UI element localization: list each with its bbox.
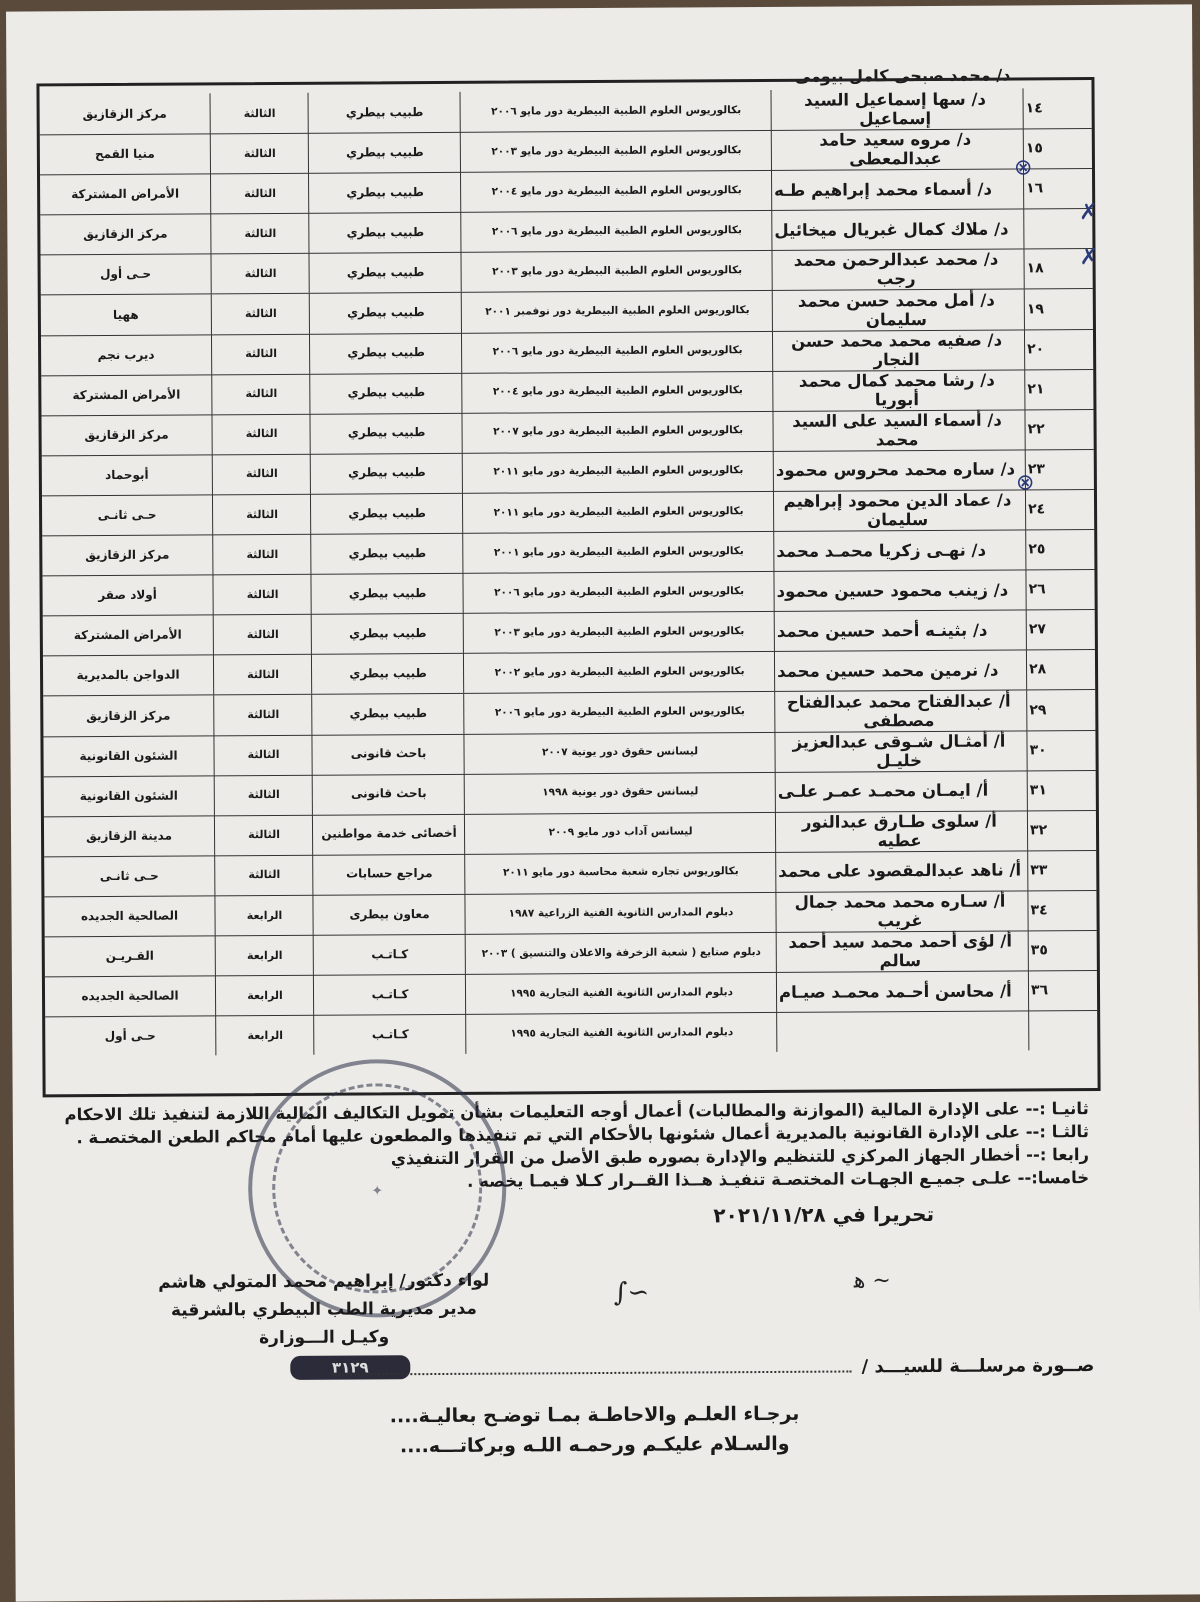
qualification-cell: دبلوم المدارس الثانوية الفنية التجارية ١٩٩٥ (467, 1012, 777, 1054)
qualification-cell: بكالوريوس العلوم الطبية البيطرية دور مايو ٢٠٠٧ (463, 411, 773, 453)
row-number-cell: ١٦ (1026, 180, 1044, 197)
employee-name-cell: أ/ محاسن أحـمد محمـد صيـام (779, 971, 1029, 1013)
department-cell: ديرب نجم (41, 334, 212, 375)
qualification-cell: بكالوريوس العلوم الطبية البيطرية دور مايو ٢٠٠٢ (465, 651, 775, 693)
grade-cell: الثالثة (215, 614, 312, 655)
job-title-cell: طبيب بيطري (313, 613, 464, 654)
grade-cell: الثالثة (213, 414, 310, 455)
department-cell: حـى ثانـى (42, 494, 213, 535)
department-cell: حـى أول (45, 1016, 216, 1057)
qualification-cell: بكالوريوس العلوم الطبية البيطرية دور مايو ٢٠٠٣ (462, 130, 772, 172)
employee-name-cell: أ/ ايمـان محمـد عمـر علـى (778, 770, 1028, 812)
qualification-cell: ليسانس آداب دور مايو ٢٠٠٩ (466, 812, 776, 854)
department-cell: أولاد صقر (42, 575, 213, 616)
employee-name-cell: د/ صفيه محمد محمد حسن النجار (775, 329, 1025, 371)
department-cell: مركز الزقازيق (41, 414, 212, 455)
row-number-cell: ٣٣ (1030, 862, 1048, 879)
qualification-cell: بكالوريوس العلوم الطبية البيطرية دور مايو ٢٠٠١ (464, 531, 774, 573)
employee-name-cell: د/ ملاك كمال غبريال ميخائيل (774, 209, 1024, 251)
department-cell: أبوحماد (42, 454, 213, 495)
department-cell: مدينة الزقازيق (44, 815, 215, 856)
row-number-cell: ٢١ (1027, 380, 1045, 398)
qualification-cell: بكالوريوس العلوم الطبية البيطرية دور مايو ٢٠١١ (464, 451, 774, 493)
x-mark-icon: ✗ (1079, 199, 1098, 226)
row-number-cell: ٢٨ (1029, 661, 1047, 678)
qualification-cell: ليسانس حقوق دور يونية ١٩٩٨ (466, 772, 776, 814)
grade-cell: الثالثة (212, 133, 309, 174)
job-title-cell: طبيب بيطري (311, 292, 462, 333)
grade-cell: الرابعة (217, 1015, 314, 1056)
row-number-cell (1031, 1010, 1097, 1050)
document-page (6, 4, 1200, 1601)
qualification-cell: بكالوريوس العلوم الطبية البيطرية دور مايو ٢٠٠٤ (462, 170, 772, 212)
job-title-cell: طبيب بيطري (310, 92, 461, 133)
cross-mark-icon: ⊗ (1015, 470, 1035, 496)
closing-line-2: والسـلام عليكـم ورحمـه اللـه وبركاتـــه.... (399, 1432, 790, 1458)
footer-second-clause: ثانيـا :-- على الإدارة المالية (الموازنة والمطالبات) أعمال أوجه التعليمات بشأن تمويل التكاليف المالية اللازمة لتنفيذ تلك الاحكام (64, 1099, 1089, 1125)
job-title-cell: طبيب بيطري (311, 332, 462, 373)
qualification-cell: بكالوريوس العلوم الطبية البيطرية دور مايو ٢٠٠٣ (465, 611, 775, 653)
qualification-cell: بكالوريوس العلوم الطبية البيطرية دور مايو ٢٠٠٦ (464, 571, 774, 613)
grade-cell: الثالثة (212, 93, 309, 134)
qualification-cell: بكالوريوس تجاره شعبة محاسبة دور مايو ٢٠١١ (466, 852, 776, 894)
job-title-cell: طبيب بيطري (311, 373, 462, 414)
department-cell: مركز الزقازيق (43, 695, 214, 736)
qualification-cell: دبلوم المدارس الثانوية الفنية الزراعية ١٩٨٧ (466, 892, 776, 934)
grade-cell: الثالثة (214, 454, 311, 495)
qualification-cell: ليسانس حقوق دور يونية ٢٠٠٧ (465, 732, 775, 774)
top-row-name: د/ محمد صبحى كامل بيومى (794, 65, 1011, 86)
qualification-cell: بكالوريوس العلوم الطبية البيطرية دور مايو ٢٠٠٤ (463, 371, 773, 413)
job-title-cell: مراجع حسابات (314, 854, 465, 895)
employees-table (36, 77, 1100, 1097)
row-number-cell: ٣٢ (1029, 822, 1048, 839)
signer-rank: وكيـل الـــوزارة (259, 1327, 390, 1349)
job-title-cell: طبيب بيطري (312, 453, 463, 494)
job-title-cell: كـاتـب (315, 934, 466, 975)
job-title-cell: طبيب بيطري (310, 252, 461, 293)
grade-cell: الرابعة (217, 935, 314, 976)
department-cell: الأمراض المشتركة (41, 374, 212, 415)
qualification-cell: بكالوريوس العلوم الطبية البيطرية دور مايو ٢٠٠٦ (462, 210, 772, 252)
job-title-cell: باحث قانونى (313, 733, 464, 774)
employee-name-cell: د/ رشا محمد كمال محمد أبوريا (775, 369, 1025, 411)
department-cell: ههيا (41, 294, 212, 335)
department-cell: الصالحية الجديده (44, 895, 215, 936)
job-title-cell: طبيب بيطري (312, 493, 463, 534)
employee-name-cell: د/ نرمين محمد حسين محمد (777, 650, 1027, 692)
row-number-cell: ٢٦ (1028, 581, 1046, 598)
initials-scribble: ﻫ ~ (853, 1268, 891, 1294)
qualification-cell: بكالوريوس العلوم الطبية البيطرية دور نوفمبر ٢٠٠١ (463, 290, 773, 332)
employee-name-cell: د/ عماد الدين محمود إبراهيم سليمان (776, 489, 1026, 531)
grade-cell: الثالثة (214, 494, 311, 535)
employee-name-cell: أ/ لؤى أحمد محمد سيد أحمد سالم (779, 930, 1029, 972)
employee-name-cell: د/ زينب محمود حسين محمود (776, 570, 1026, 612)
row-number-cell: ٣٦ (1030, 982, 1049, 999)
row-number-cell: ٣٤ (1030, 902, 1048, 919)
job-title-cell: معاون بيطرى (314, 894, 465, 935)
job-title-cell: باحث قانونى (314, 774, 465, 815)
grade-cell: الثالثة (212, 253, 309, 294)
department-cell: الأمراض المشتركة (43, 615, 214, 656)
grade-cell: الثالثة (213, 293, 310, 334)
grade-cell: الثالثة (216, 815, 313, 856)
grade-cell: الثالثة (216, 855, 313, 896)
job-title-cell: طبيب بيطري (311, 413, 462, 454)
department-cell: مركز الزقازيق (40, 93, 211, 134)
closing-line-1: برجـاء العلـم والاحاطـة بمـا توضـح بعاليـة.... (389, 1402, 800, 1428)
employee-name-cell: د/ ساره محمد محروس محمود (776, 449, 1026, 491)
qualification-cell: بكالوريوس العلوم الطبية البيطرية دور مايو ٢٠٠٦ (462, 90, 772, 132)
grade-cell: الثالثة (214, 534, 311, 575)
signature-scribble: ∫∽ (613, 1277, 650, 1308)
issue-date: تحريرا في ٢٠٢١/١١/٢٨ (713, 1201, 935, 1228)
qualification-cell: بكالوريوس العلوم الطبية البيطرية دور مايو ٢٠٠٣ (462, 250, 772, 292)
grade-cell: الثالثة (214, 574, 311, 615)
qualification-cell: بكالوريوس العلوم الطبية البيطرية دور مايو ٢٠٠٦ (463, 331, 773, 373)
copy-recipient-blank (332, 1370, 852, 1375)
row-number-cell: ٢٠ (1027, 340, 1045, 357)
job-title-cell: طبيب بيطري (313, 693, 464, 734)
row-number-cell: ١٩ (1026, 300, 1044, 317)
employee-name-cell: أ/ سـاره محمد محمد جمال غريب (778, 890, 1028, 932)
employee-name-cell: أ/ عبدالفتاح محمد عبدالفتاح مصطفى (777, 690, 1027, 732)
row-number-cell: ١٤ (1025, 100, 1043, 117)
row-number-cell: ٢٥ (1028, 541, 1046, 558)
row-number-cell: ٣٠ (1029, 741, 1047, 758)
employee-name-cell: د/ أمل محمد حسن محمد سليمان (775, 289, 1025, 331)
job-title-cell: كـاتـب (315, 974, 466, 1015)
grade-cell: الثالثة (213, 333, 310, 374)
qualification-cell: بكالوريوس العلوم الطبية البيطرية دور مايو ٢٠٠٦ (465, 691, 775, 733)
table-row (45, 1010, 1097, 1056)
department-cell: الشئون القانونية (43, 735, 214, 776)
job-title-cell: طبيب بيطري (310, 212, 461, 253)
row-number-cell: ٢٩ (1029, 701, 1047, 718)
department-cell: منيا القمح (40, 133, 211, 174)
footer-fifth-clause: خامسا:-- علـى جميـع الجهـات المختصـة تنفيـذ هــذا القــرار كـلا فيمـا يخصه . (467, 1168, 1090, 1191)
job-title-cell: طبيب بيطري (310, 132, 461, 173)
grade-cell: الثالثة (215, 734, 312, 775)
row-number-cell: ٢٣ (1027, 461, 1045, 478)
job-title-cell: طبيب بيطري (310, 172, 461, 213)
footer-fourth-clause: رابعا :-- أخطار الجهاز المركزي للتنظيم والإدارة بصوره طبق الأصل من القرار التنفيذي (390, 1145, 1090, 1169)
job-title-cell: طبيب بيطري (313, 653, 464, 694)
department-cell: حـى ثانـى (44, 855, 215, 896)
department-cell: حـى أول (40, 254, 211, 295)
job-title-cell: طبيب بيطري (312, 533, 463, 574)
employee-name-cell: د/ بثينـه أحمد حسين محمد (777, 610, 1027, 652)
stamp-number: ٣١٢٩ (290, 1355, 410, 1380)
employee-name-cell: أ/ أمثـال شـوقى عبدالعزيز خليـل (777, 730, 1027, 772)
qualification-cell: بكالوريوس العلوم الطبية البيطرية دور مايو ٢٠١١ (464, 491, 774, 533)
job-title-cell: كـاتـب (315, 1014, 466, 1055)
footer-third-clause: ثالثـا :-- على الإدارة القانونية بالمديرية أعمال شئونها بالأحكام التي تم تنفيذها والمطعون عليها أمام محاكم الطعن المختصـة . (76, 1122, 1089, 1148)
grade-cell: الثالثة (216, 774, 313, 815)
employee-name-cell: د/ أسماء محمد إبراهيم طـه (774, 169, 1024, 211)
x-mark-icon: ✗ (1079, 244, 1099, 271)
row-number-cell: ٢٢ (1027, 421, 1045, 438)
employee-name-cell: أ/ ناهد عبدالمقصود على محمد (778, 850, 1028, 892)
grade-cell: الثالثة (215, 654, 312, 695)
official-seal: ✦ (247, 1059, 507, 1319)
grade-cell: الرابعة (216, 895, 313, 936)
grade-cell: الثالثة (212, 213, 309, 254)
grade-cell: الثالثة (212, 173, 309, 214)
employee-name-cell: د/ أسماء السيد على السيد محمد (775, 409, 1025, 451)
row-number-cell: ٣٥ (1030, 942, 1048, 959)
signer-name: لواء دكتور/ إبراهيم محمد المتولي هاشم (158, 1270, 490, 1293)
signer-title: مدير مديرية الطب البيطري بالشرقية (170, 1298, 477, 1321)
grade-cell: الثالثة (215, 694, 312, 735)
employee-name-cell: أ/ سلوى طـارق عبدالنور عطيه (778, 810, 1028, 852)
department-cell: الأمراض المشتركة (40, 174, 211, 215)
employee-name-cell: د/ سها إسماعيل السيد إسماعيل (774, 88, 1024, 130)
row-number-cell: ١٥ (1025, 140, 1044, 157)
employee-name-cell: د/ نهـى زكريا محمـد محمد (776, 529, 1026, 571)
row-number-cell: ١٨ (1026, 260, 1044, 277)
department-cell: الشئون القانونية (44, 775, 215, 816)
qualification-cell: دبلوم المدارس الثانوية الفنية التجارية ١٩٩٥ (467, 972, 777, 1014)
employee-name-cell: د/ محمد عبدالرحمن محمد رجب (774, 249, 1024, 291)
employee-name-cell: د/ مروه سعيد حامد عبدالمعطى (774, 129, 1024, 171)
grade-cell: الثالثة (213, 373, 310, 414)
department-cell: القـريـن (45, 935, 216, 976)
row-number-cell: ٢٧ (1028, 621, 1046, 638)
copy-to-line: صــورة مرسلـــة للسيـــد / (84, 1355, 1094, 1382)
employee-name-cell (779, 1011, 1029, 1053)
cross-mark-icon: ⊗ (1013, 155, 1033, 181)
row-number-cell: ٢٤ (1028, 501, 1046, 518)
row-number-cell: ٣١ (1029, 781, 1047, 799)
job-title-cell: أخصائى خدمة مواطنين (314, 814, 465, 855)
department-cell: الصالحية الجديده (45, 976, 216, 1017)
department-cell: مركز الزقازيق (40, 214, 211, 255)
qualification-cell: دبلوم صنايع ( شعبة الزخرفة والاعلان والتنسيق ) ٢٠٠٣ (467, 932, 777, 974)
department-cell: مركز الزقازيق (42, 534, 213, 575)
grade-cell: الرابعة (217, 975, 314, 1016)
department-cell: الدواجن بالمديرية (43, 655, 214, 696)
job-title-cell: طبيب بيطري (312, 573, 463, 614)
